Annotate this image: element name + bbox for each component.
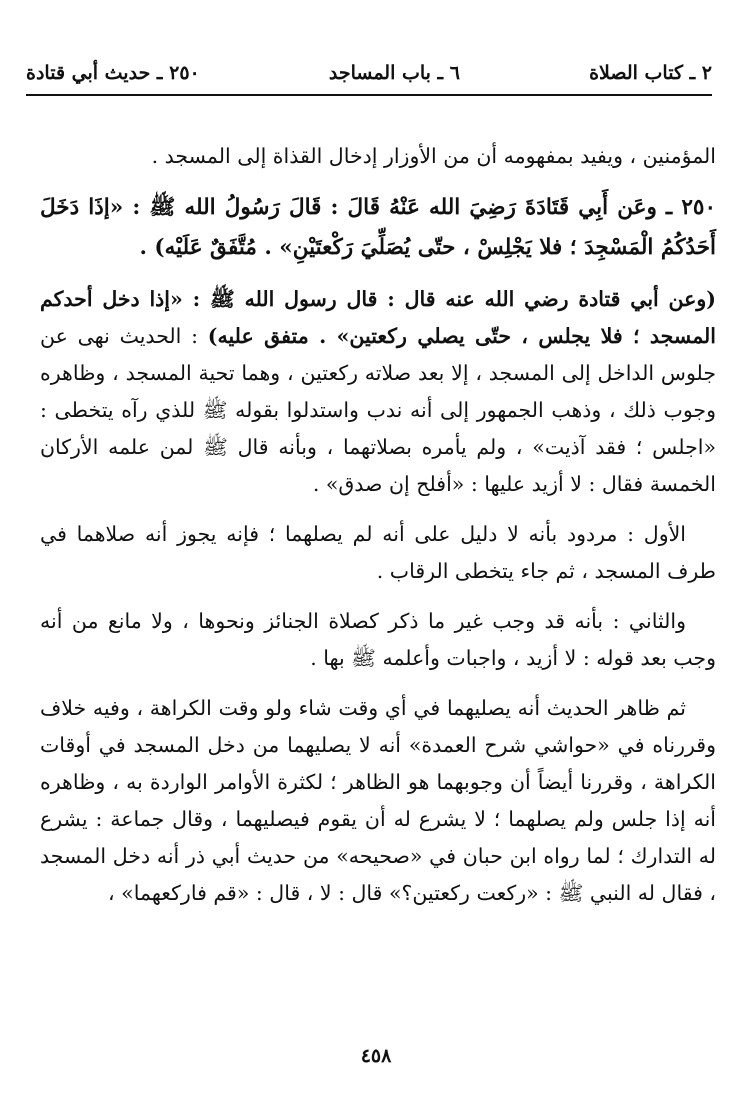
page-number: ٤٥٨	[360, 1045, 392, 1067]
header-book-title: ٢ ـ كتاب الصلاة	[589, 62, 712, 84]
commentary-paragraph	[40, 281, 716, 503]
header-rule	[26, 94, 712, 96]
intro-paragraph: المؤمنين ، ويفيد بمفهومه أن من الأوزار إدخال القذاة إلى المسجد .	[151, 144, 716, 168]
commentary-quote: (وعن أبي قتادة رضي الله عنه قال : قال رسول الله ﷺ : «إذا دخل أحدكم المسجد ؛ فلا يجلس ، حتّى يصلي ركعتين» . متفق عليه)	[40, 287, 716, 348]
header-hadith-title: ٢٥٠ ـ حديث أبي قتادة	[26, 62, 200, 84]
commentary-text: : الحديث نهى عن جلوس الداخل إلى المسجد ، إلا بعد صلاته ركعتين ، وهما تحية المسجد ، وظاهره وجوب ذلك ، وذهب الجمهور إلى أنه ندب واستدلوا بقوله ﷺ للذي رآه يتخطى : «اجلس ؛ فقد آذيت» ، ولم يأمره بصلاتهما ، وبأنه قال ﷺ لمن علمه الأركان الخمسة فقال : لا أزيد عليها : «أفلح إن صدق» .	[40, 324, 716, 496]
second-response-paragraph: والثاني : بأنه قد وجب غير ما ذكر كصلاة الجنائز ونحوها ، ولا مانع من أنه وجب بعد قوله : لا أزيد ، واجبات وأعلمه ﷺ بها .	[40, 609, 716, 670]
closing-paragraph: ثم ظاهر الحديث أنه يصليهما في أي وقت شاء ولو وقت الكراهة ، وفيه خلاف وقررناه في «حواشي شرح العمدة» أنه لا يصليهما من دخل المسجد في أوقات الكراهة ، وقررنا أيضاً أن وجوبهما هو الظاهر ؛ لكثرة الأوامر الواردة به ، وظاهره أنه إذا جلس ولم يصلهما ؛ لا يشرع له أن يقوم فيصليهما ، وقال جماعة : يشرع له التدارك ؛ لما رواه ابن حبان في «صحيحه» من حديث أبي ذر أنه دخل المسجد ، فقال له النبي ﷺ : «ركعت ركعتين؟» قال : لا ، قال : «قم فاركعهما» ،	[40, 696, 716, 905]
page-body	[40, 138, 716, 925]
running-header	[26, 58, 712, 88]
first-response-paragraph: الأول : مردود بأنه لا دليل على أنه لم يصلهما ؛ فإنه يجوز أنه صلاهما في طرف المسجد ، ثم جاء يتخطى الرقاب .	[40, 522, 716, 583]
header-chapter-title: ٦ ـ باب المساجد	[328, 62, 460, 84]
hadith-text: ٢٥٠ ـ وعَن أَبِي قَتَادَةَ رَضِيَ الله عَنْهُ قَالَ : قَالَ رَسُولُ الله ﷺ : «إذَا دَخَلَ أَحَدُكُمُ الْمَسْجِدَ ؛ فلا يَجْلِسْ ، حتّى يُصَلِّيَ رَكْعتَيْنِ» . مُتَّفَقٌ عَلَيْه) .	[40, 195, 716, 260]
